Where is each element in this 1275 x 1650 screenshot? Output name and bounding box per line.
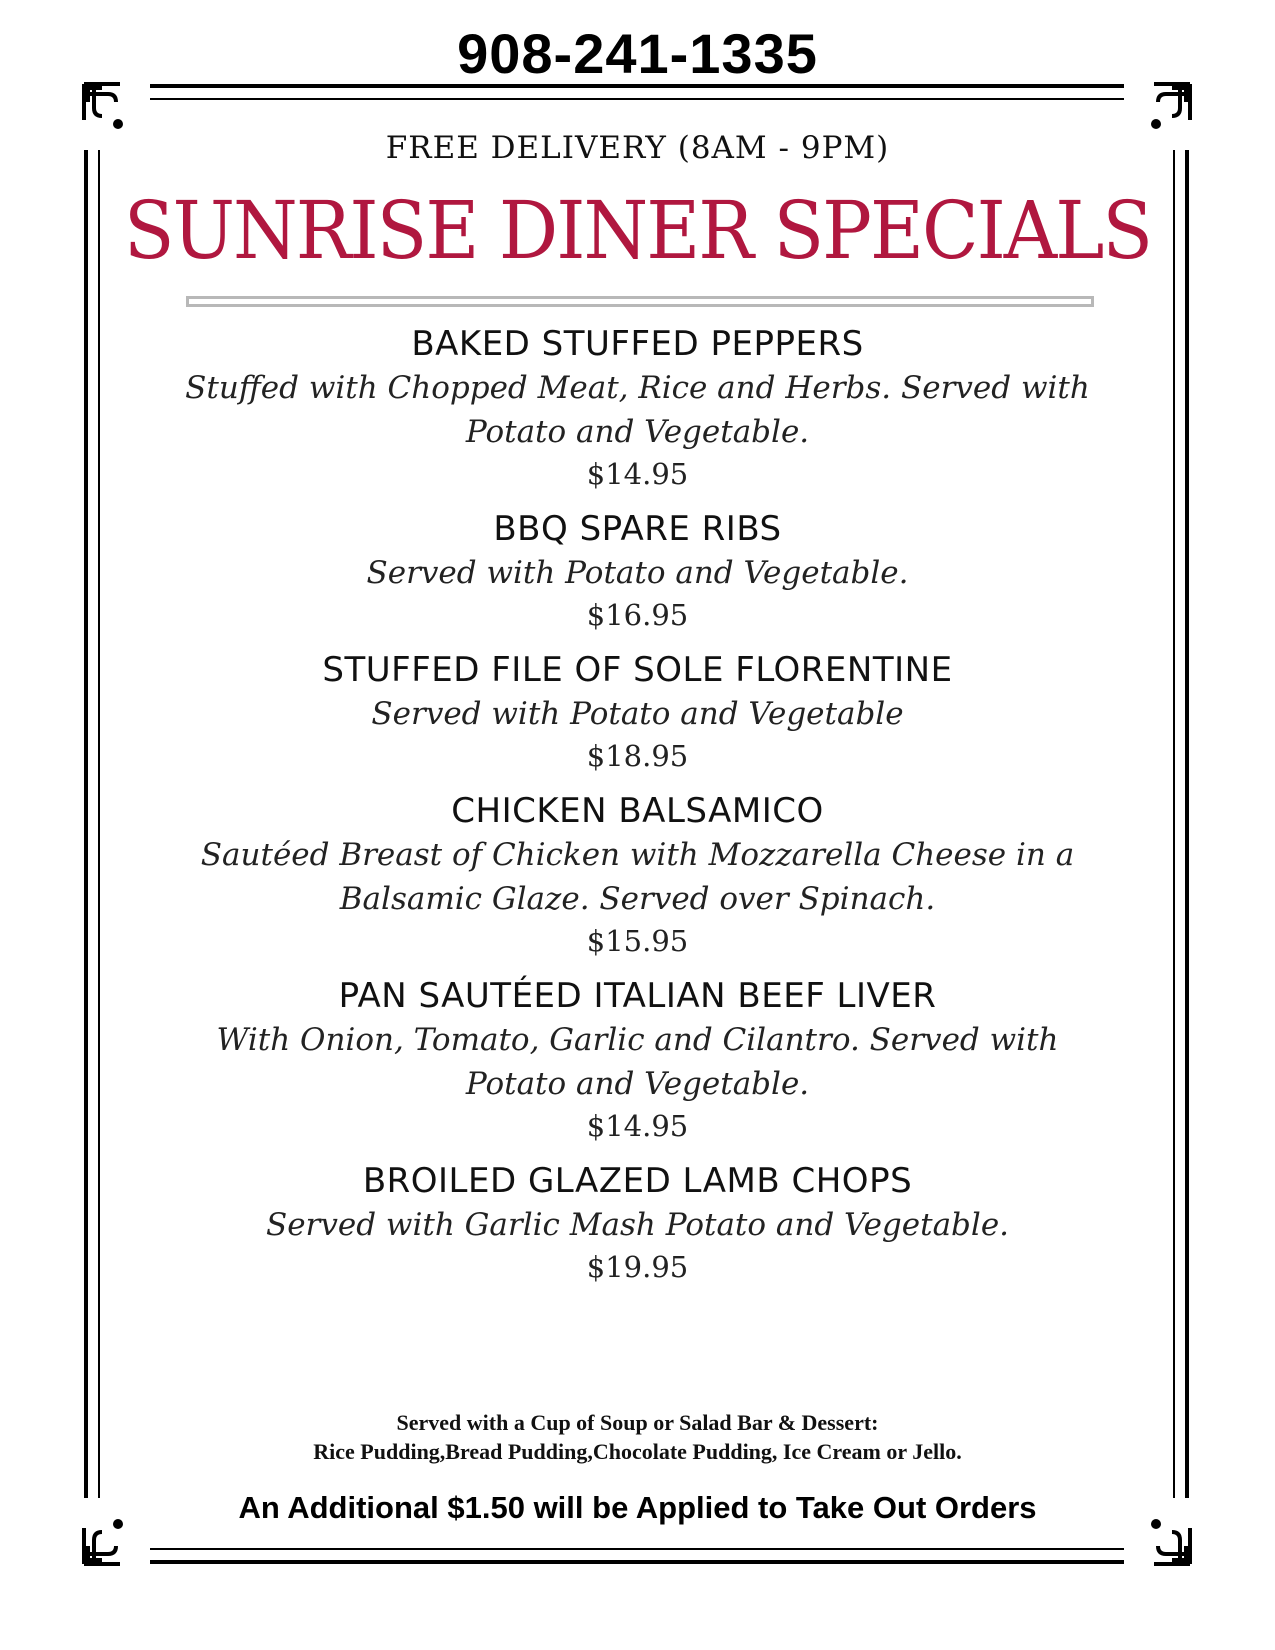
takeout-surcharge-notice: An Additional $1.50 will be Applied to Take Out Orders: [238, 1490, 1037, 1525]
item-name: STUFFED FILE OF SOLE FLORENTINE: [322, 650, 953, 690]
item-description: Stuffed with Chopped Meat, Rice and Herbs. Served with: [185, 370, 1090, 406]
item-name: PAN SAUTÉED ITALIAN BEEF LIVER: [338, 976, 937, 1016]
item-description: Sautéed Breast of Chicken with Mozzarella Cheese in a: [200, 837, 1075, 873]
item-description: Potato and Vegetable.: [465, 414, 810, 450]
item-price: $16.95: [586, 598, 689, 632]
note-line: Rice Pudding,Bread Pudding,Chocolate Pudding, Ice Cream or Jello.: [313, 1439, 962, 1464]
special-item-spare-ribs: [180, 507, 1095, 635]
item-price: $14.95: [586, 1109, 689, 1143]
item-name: CHICKEN BALSAMICO: [451, 791, 824, 831]
special-item-sole-florentine: [180, 648, 1095, 776]
item-description: Balsamic Glaze. Served over Spinach.: [339, 881, 936, 917]
note-line: Served with a Cup of Soup or Salad Bar & Dessert:: [396, 1410, 879, 1435]
item-price: $18.95: [586, 739, 689, 773]
special-item-stuffed-peppers: [180, 322, 1095, 494]
item-description: With Onion, Tomato, Garlic and Cilantro. Served with: [216, 1022, 1059, 1058]
special-item-lamb-chops: [180, 1159, 1095, 1287]
item-description: Potato and Vegetable.: [465, 1066, 810, 1102]
special-item-beef-liver: [180, 974, 1095, 1146]
specials-list: [180, 322, 1095, 1300]
delivery-hours: FREE DELIVERY (8AM - 9PM): [385, 130, 890, 166]
served-with-note: [0, 1408, 1275, 1466]
item-name: BROILED GLAZED LAMB CHOPS: [362, 1161, 913, 1201]
item-name: BAKED STUFFED PEPPERS: [411, 324, 864, 364]
item-price: $19.95: [586, 1250, 689, 1284]
phone-number: 908-241-1335: [457, 22, 818, 85]
item-description: Served with Potato and Vegetable.: [366, 555, 909, 591]
item-description: Served with Potato and Vegetable: [371, 696, 904, 732]
item-name: BBQ SPARE RIBS: [493, 509, 782, 549]
item-price: $14.95: [586, 457, 689, 491]
item-price: $15.95: [586, 924, 689, 958]
special-item-chicken-balsamico: [180, 789, 1095, 961]
item-description: Served with Garlic Mash Potato and Vegetable.: [265, 1207, 1010, 1243]
title-divider: [186, 296, 1094, 307]
page-title: SUNRISE DINER SPECIALS: [123, 184, 1152, 278]
